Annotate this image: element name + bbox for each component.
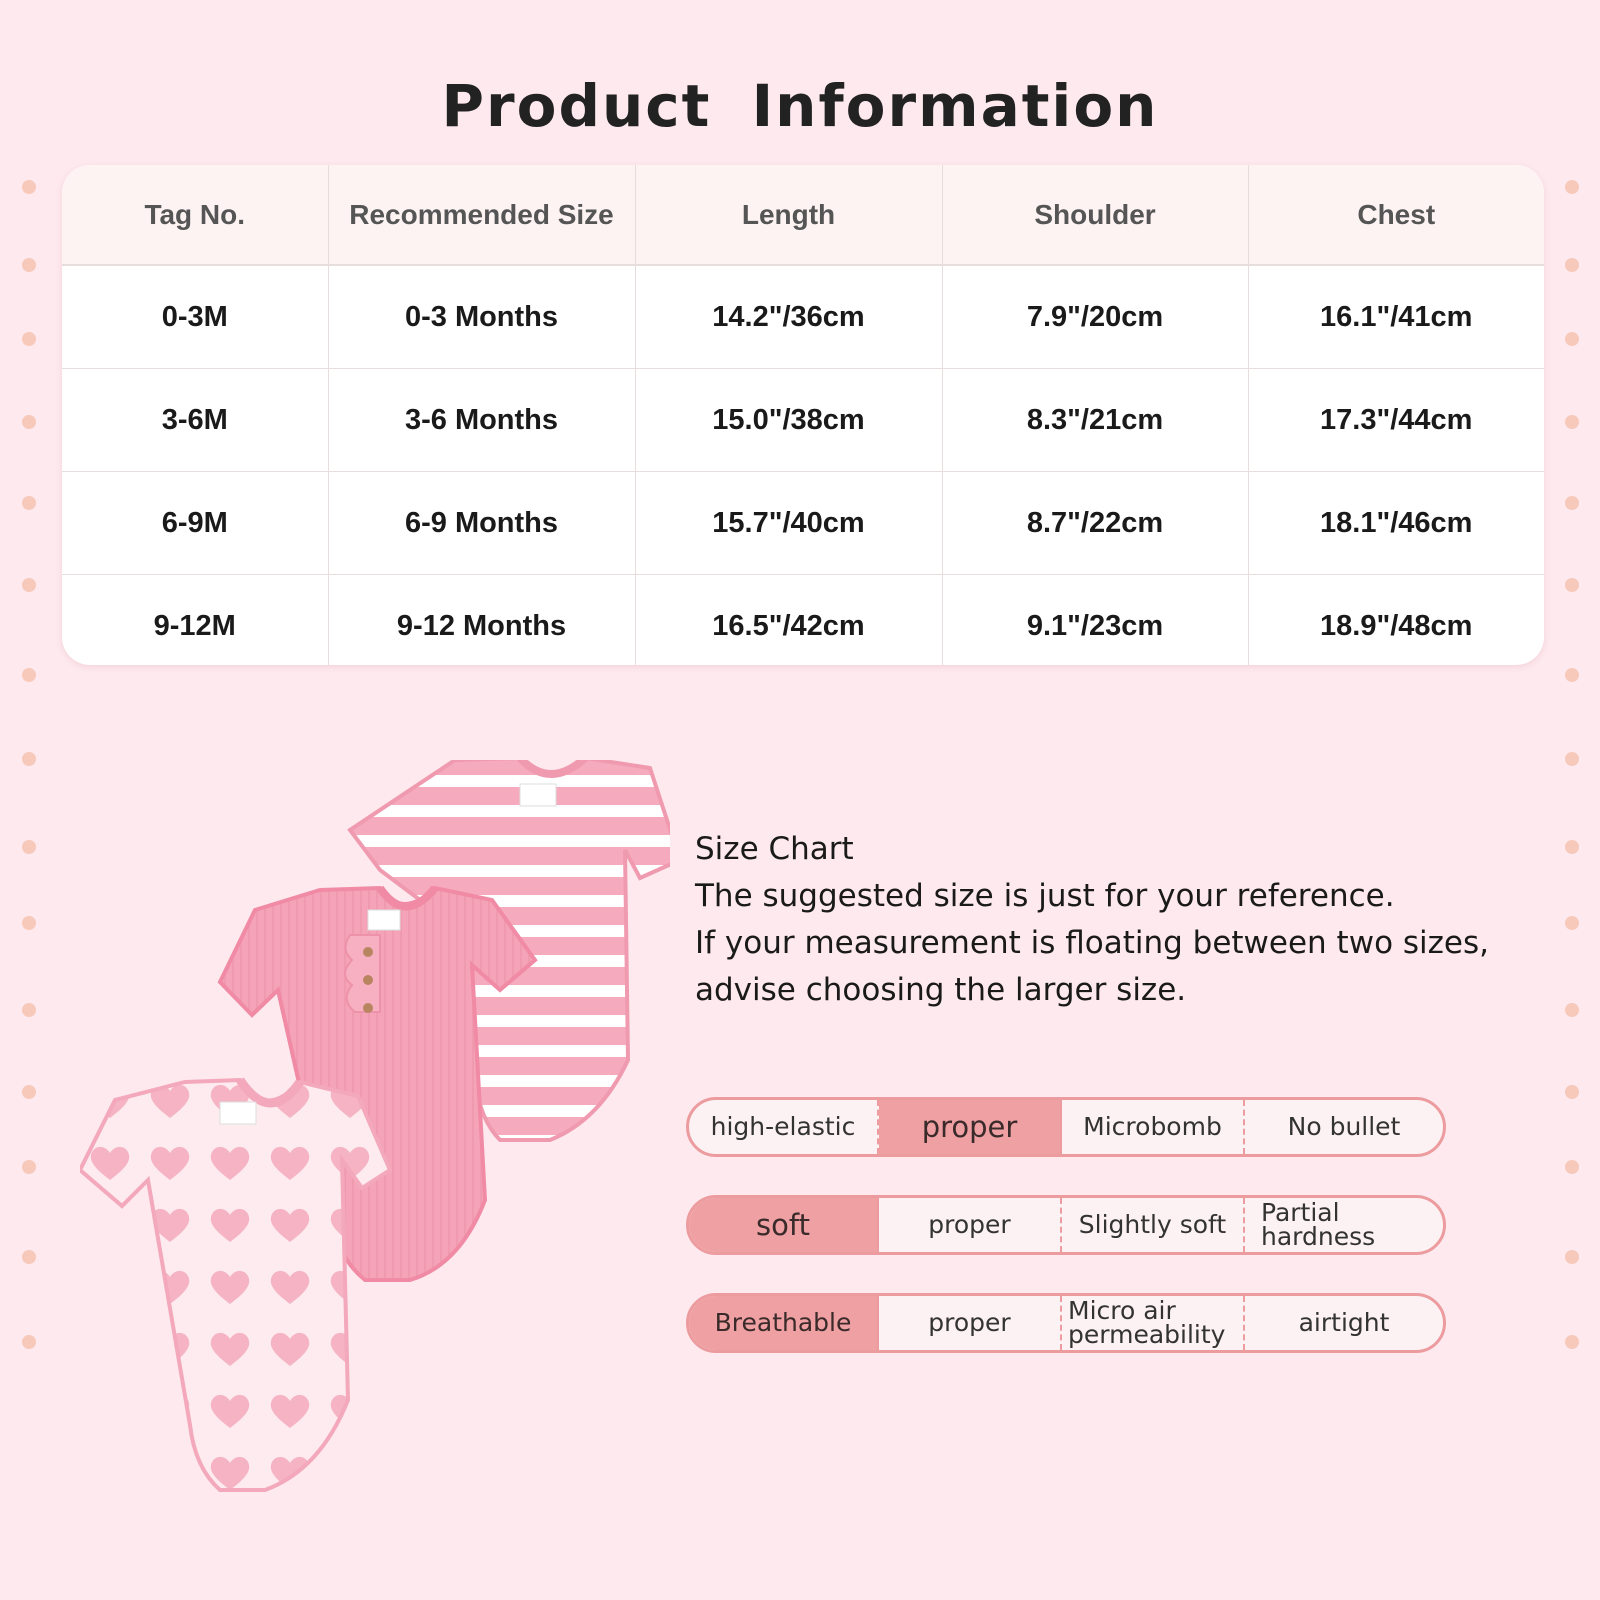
scale-option-selected: Breathable <box>689 1296 879 1350</box>
table-cell: 7.9"/20cm <box>942 265 1248 369</box>
scale-option: Partial hardness <box>1261 1198 1376 1251</box>
table-cell: 3-6 Months <box>328 369 635 472</box>
scale-option: airtight <box>1298 1308 1390 1337</box>
scale-option: Microbomb <box>1062 1100 1245 1154</box>
table-cell: 14.2"/36cm <box>635 265 942 369</box>
table-header-row <box>62 165 1544 265</box>
header-chest: Chest <box>1248 165 1544 265</box>
size-table <box>62 165 1544 665</box>
table-cell: 6-9 Months <box>328 472 635 575</box>
page-title: Product Information <box>441 72 1159 140</box>
scale-option: Slightly soft <box>1062 1198 1245 1252</box>
scale-option: proper <box>879 1198 1062 1252</box>
table-cell: 15.7"/40cm <box>635 472 942 575</box>
table-row <box>62 265 1544 369</box>
table-cell: 6-9M <box>62 472 328 575</box>
note-line: The suggested size is just for your reference. <box>695 878 1395 914</box>
table-cell: 8.3"/21cm <box>942 369 1248 472</box>
onesies-illustration <box>80 760 670 1520</box>
table-row <box>62 369 1544 472</box>
header-shoulder: Shoulder <box>942 165 1248 265</box>
scale-option: Micro air permeability <box>1062 1296 1245 1350</box>
table-cell: 18.1"/46cm <box>1248 472 1544 575</box>
note-line: advise choosing the larger size. <box>695 972 1187 1008</box>
table-cell: 16.5"/42cm <box>635 575 942 666</box>
header-recommended-size: Recommended Size <box>328 165 635 265</box>
elasticity-scale <box>686 1097 1446 1157</box>
table-cell: 18.9"/48cm <box>1320 609 1473 642</box>
scale-option: No bullet <box>1287 1112 1401 1141</box>
note-heading: Size Chart <box>695 831 854 867</box>
table-cell: 17.3"/44cm <box>1248 369 1544 472</box>
scale-option-selected: proper <box>879 1100 1062 1154</box>
table-cell: 0-3 Months <box>328 265 635 369</box>
note-line: If your measurement is floating between two sizes, <box>695 925 1489 961</box>
table-row <box>62 575 1544 666</box>
scale-option: high-elastic <box>689 1100 879 1154</box>
table-cell: 16.1"/41cm <box>1248 265 1544 369</box>
softness-scale <box>686 1195 1446 1255</box>
table-cell: 9.1"/23cm <box>942 575 1248 666</box>
table-cell: 0-3M <box>62 265 328 369</box>
size-chart-note <box>695 826 1555 1014</box>
header-length: Length <box>635 165 942 265</box>
table-cell: 15.0"/38cm <box>635 369 942 472</box>
breathability-scale <box>686 1293 1446 1353</box>
scale-option-selected: soft <box>689 1198 879 1252</box>
heart-print-onesie <box>80 1080 390 1490</box>
table-row <box>62 472 1544 575</box>
table-cell: 9-12 Months <box>328 575 635 666</box>
table-cell: 3-6M <box>62 369 328 472</box>
header-tag-no: Tag No. <box>62 165 328 265</box>
table-cell: 8.7"/22cm <box>942 472 1248 575</box>
scale-option: proper <box>879 1296 1062 1350</box>
table-cell: 9-12M <box>62 575 328 666</box>
